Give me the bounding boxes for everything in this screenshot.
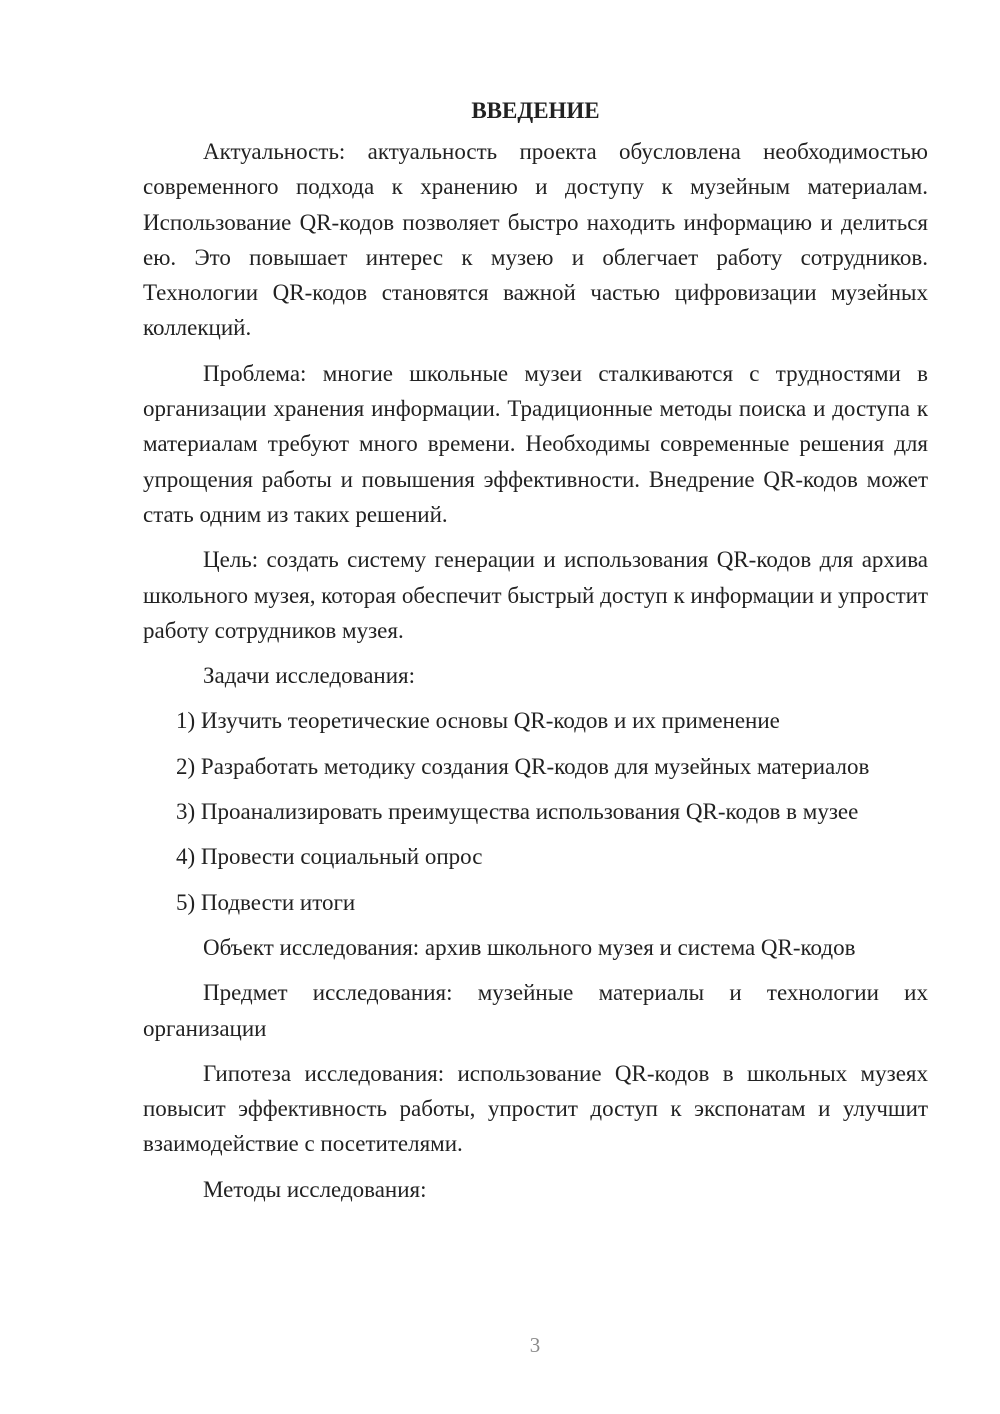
document-body	[143, 93, 928, 1217]
list-item: 4) Провести социальный опрос	[176, 844, 483, 870]
section-heading: ВВЕДЕНИЕ	[471, 98, 600, 123]
paragraph-goal: Цель: создать систему генерации и использования QR-кодов для архива школьного музея, которая обеспечит быстрый доступ к информации и упростит работу сотрудников музея.	[143, 547, 928, 643]
paragraph-subject: Предмет исследования: музейные материалы и технологии их организации	[143, 980, 928, 1041]
paragraph-tasks-title: Задачи исследования:	[203, 663, 416, 689]
list-item: 3) Проанализировать преимущества использования QR-кодов в музее	[176, 799, 859, 825]
paragraph-problem: Проблема: многие школьные музеи сталкиваются с трудностями в организации хранения информации. Традиционные методы поиска и доступа к материалам требуют много времени. Необходимы современные решения для упрощения работы и повышения эффективности. Внедрение QR-кодов может стать одним из таких решений.	[143, 360, 928, 527]
paragraph-object: Объект исследования: архив школьного музея и система QR-кодов	[203, 934, 856, 960]
list-item: 2) Разработать методику создания QR-кодов для музейных материалов	[176, 753, 870, 779]
list-item: 5) Подвести итоги	[176, 889, 356, 915]
paragraph-relevance: Актуальность: актуальность проекта обусловлена необходимостью современного подхода к хранению и доступу к музейным материалам. Использование QR-кодов позволяет быстро находить информацию и делиться ею. Это повышает интерес к музею и облегчает работу сотрудников. Технологии QR-кодов становятся важной частью цифровизации музейных коллекций.	[143, 139, 928, 341]
paragraph-methods-title: Методы исследования:	[203, 1176, 427, 1202]
paragraph-hypothesis: Гипотеза исследования: использование QR-кодов в школьных музеях повысит эффективность работы, упростит доступ к экспонатам и улучшит взаимодействие с посетителями.	[143, 1060, 928, 1157]
tasks-list	[143, 703, 928, 919]
page-number: 3	[529, 1333, 541, 1357]
list-item: 1) Изучить теоретические основы QR-кодов и их применение	[176, 708, 780, 734]
